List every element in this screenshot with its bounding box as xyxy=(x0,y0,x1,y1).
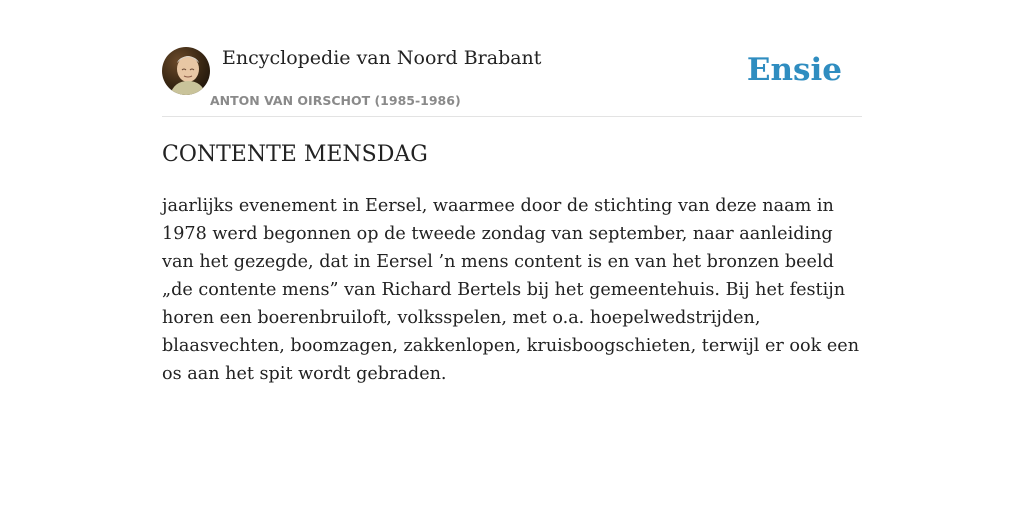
author-avatar[interactable] xyxy=(162,47,210,95)
page-title: CONTENTE MENSDAG xyxy=(162,142,428,167)
source-title[interactable]: Encyclopedie van Noord Brabant xyxy=(222,47,542,69)
entry-body-text: jaarlijks evenement in Eersel, waarmee door de stichting van deze naam in 1978 werd begonnen op de tweede zondag van september, naar aanleiding van het gezegde, dat in Eersel ’n mens content is en van het bronzen beeld „de contente mens” van Richard Bertels bij het gemeentehuis. Bij het festijn horen een boerenbruiloft, volksspelen, met o.a. hoepelwedstrijden, blaasvechten, boomzagen, zakkenlopen, kruisboogschieten, terwijl er ook een os aan het spit wordt gebraden. xyxy=(162,196,860,384)
brand-logo-link[interactable]: Ensie xyxy=(746,52,842,88)
author-name[interactable]: ANTON VAN OIRSCHOT (1985-1986) xyxy=(210,93,461,108)
entry-header xyxy=(162,46,862,117)
author-portrait-icon xyxy=(162,47,210,95)
